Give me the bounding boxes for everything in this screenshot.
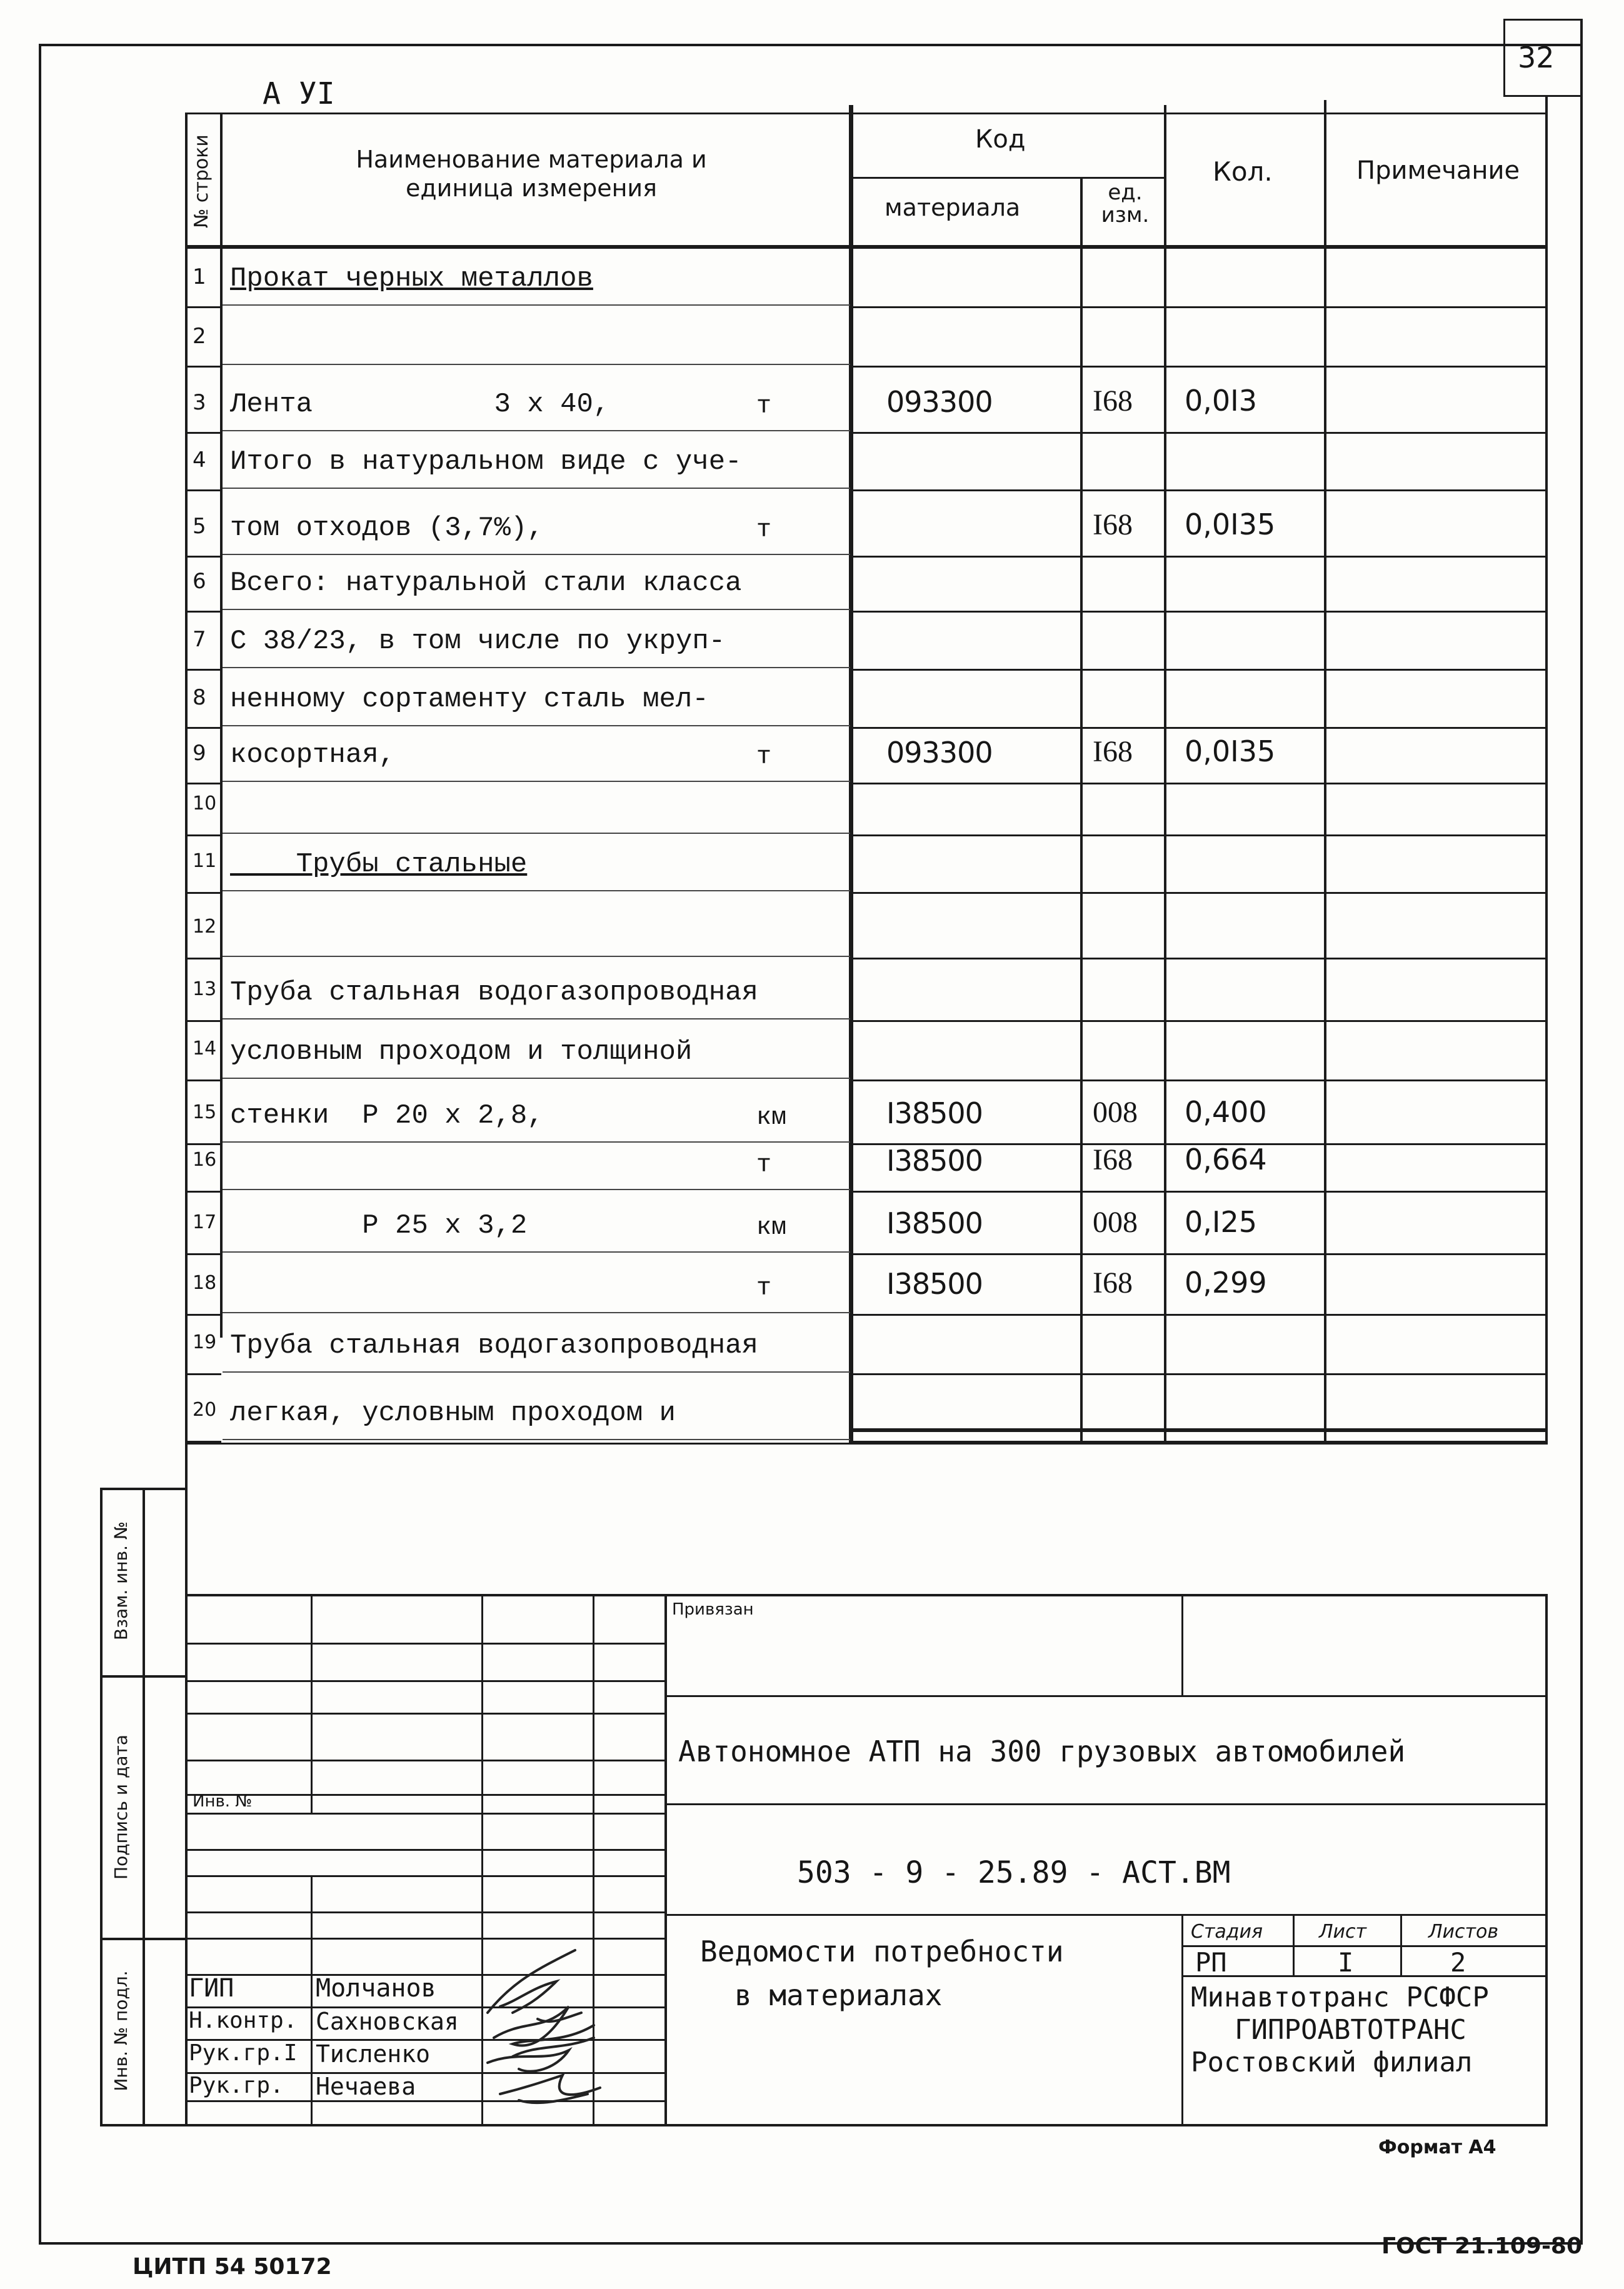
row-rule <box>851 1253 1545 1255</box>
row-unit-code: 008 <box>1093 1206 1138 1239</box>
row-number-rule <box>185 432 221 434</box>
row-number: 7 <box>193 627 206 652</box>
row-name: Труба стальная водогазопроводная <box>230 1330 758 1361</box>
row-number: 8 <box>193 685 206 710</box>
privyazan-label: Привязан <box>672 1600 754 1619</box>
header-material-code: материала <box>885 194 1021 221</box>
row-unit: км <box>756 1214 787 1242</box>
footer-left: ЦИТП 54 50172 <box>133 2254 332 2280</box>
project-title: Автономное АТП на 300 грузовых автомобилей <box>678 1735 1406 1768</box>
row-number-rule <box>185 1191 221 1193</box>
row-number: 1 <box>193 264 206 289</box>
row-unit-code: I68 <box>1093 384 1133 418</box>
row-name: Итого в натуральном виде с уче- <box>230 446 742 478</box>
row-name: косортная, <box>230 739 396 771</box>
row-rule <box>851 892 1545 894</box>
row-number: 2 <box>193 324 206 349</box>
name-rule <box>223 1018 850 1019</box>
side-label-inv-orig: Инв. № подл. <box>111 1970 131 2091</box>
row-name: Прокат черных металлов <box>230 263 593 294</box>
row-unit-code: I68 <box>1093 1143 1133 1176</box>
sheet-ref: А УI <box>263 76 335 111</box>
row-rule <box>851 1441 1545 1443</box>
signer-name-3: Тисленко <box>316 2040 431 2068</box>
name-rule <box>223 304 850 306</box>
row-name: С 38/23, в том числе по укруп- <box>230 626 726 657</box>
frame-bottom <box>39 2242 1583 2245</box>
name-rule <box>223 364 850 365</box>
row-rule <box>851 556 1545 558</box>
signer-name-4: Нечаева <box>316 2073 416 2100</box>
name-rule <box>223 667 850 668</box>
row-number-rule <box>185 669 221 671</box>
row-number-rule <box>185 306 221 308</box>
row-qty: 0,0I3 <box>1185 384 1257 418</box>
row-number-rule <box>185 1253 221 1255</box>
frame-right <box>1580 19 1583 2245</box>
row-name: условным проходом и толщиной <box>230 1036 693 1068</box>
row-unit: т <box>756 393 772 421</box>
doc-name-1: Ведомости потребности <box>700 1935 1064 1968</box>
row-unit-code: I68 <box>1093 1266 1133 1300</box>
row-number-rule <box>185 1441 221 1443</box>
row-qty: 0,I25 <box>1185 1205 1257 1239</box>
row-material-code: 093300 <box>886 385 993 419</box>
name-rule <box>223 1189 850 1190</box>
row-number-rule <box>185 958 221 959</box>
row-number: 18 <box>193 1272 217 1294</box>
stage-value: РП <box>1195 1947 1227 1978</box>
page-number: 32 <box>1518 41 1555 74</box>
name-rule <box>223 781 850 782</box>
row-name: Всего: натуральной стали класса <box>230 568 742 599</box>
name-rule <box>223 956 850 957</box>
header-code: Код <box>975 125 1026 154</box>
row-rule <box>851 1314 1545 1316</box>
doc-code: 503 - 9 - 25.89 - АСТ.ВМ <box>797 1855 1231 1890</box>
row-number: 9 <box>193 741 206 766</box>
row-qty: 0,400 <box>1185 1095 1267 1129</box>
row-number: 13 <box>193 978 217 1000</box>
row-number: 12 <box>193 916 217 938</box>
row-qty: 0,664 <box>1185 1143 1267 1176</box>
name-rule <box>223 1078 850 1079</box>
row-material-code: I38500 <box>886 1096 983 1130</box>
side-label-sign-date: Подпись и дата <box>111 1735 131 1880</box>
format-label: Формат А4 <box>1378 2136 1496 2158</box>
row-unit: т <box>756 743 772 771</box>
sheet-value: I <box>1338 1947 1354 1978</box>
sheet-label: Лист <box>1319 1921 1367 1943</box>
row-number-rule <box>185 727 221 729</box>
row-rule <box>851 834 1545 836</box>
signer-role-2: Н.контр. <box>189 2008 298 2033</box>
doc-name-2: в материалах <box>734 1978 943 2012</box>
row-rule <box>851 669 1545 671</box>
row-number-rule <box>185 611 221 613</box>
row-number-rule <box>185 892 221 894</box>
row-name: стенки Р 20 х 2,8, <box>230 1100 544 1131</box>
header-name: Наименование материала и единица измерения <box>356 146 707 202</box>
name-rule <box>223 890 850 891</box>
row-number-rule <box>185 1079 221 1081</box>
row-material-code: I38500 <box>886 1144 983 1178</box>
row-number: 19 <box>193 1331 217 1353</box>
row-number-rule <box>185 1373 221 1375</box>
row-name: ненному сортаменту сталь мел- <box>230 684 709 715</box>
row-number: 11 <box>193 850 217 872</box>
row-number-rule <box>185 783 221 784</box>
row-rule <box>851 611 1545 613</box>
row-number: 4 <box>193 448 206 473</box>
name-rule <box>223 1251 850 1253</box>
row-rule <box>851 783 1545 784</box>
org-line-2: ГИПРОАВТОТРАНС <box>1235 2014 1466 2046</box>
row-rule <box>851 366 1545 368</box>
side-label-replace-inv: Взам. инв. № <box>111 1521 131 1641</box>
row-name: Труба стальная водогазопроводная <box>230 977 758 1008</box>
sheets-label: Листов <box>1428 1921 1499 1943</box>
name-rule <box>223 609 850 610</box>
row-qty: 0,0I35 <box>1185 734 1276 768</box>
signer-role-1: ГИП <box>189 1974 234 2003</box>
row-rule <box>851 1079 1545 1081</box>
row-rule <box>851 489 1545 491</box>
row-number-rule <box>185 366 221 368</box>
row-number: 14 <box>193 1038 217 1059</box>
row-number: 15 <box>193 1101 217 1123</box>
row-unit: км <box>756 1104 787 1132</box>
row-number-rule <box>185 1143 221 1145</box>
row-number-rule <box>185 1020 221 1022</box>
row-material-code: I38500 <box>886 1206 983 1240</box>
stage-label: Стадия <box>1191 1921 1263 1943</box>
row-rule <box>851 432 1545 434</box>
row-name: Лента 3 х 40, <box>230 389 610 420</box>
row-number-rule <box>185 556 221 558</box>
row-number: 16 <box>193 1149 217 1171</box>
row-unit-code: I68 <box>1093 735 1133 768</box>
header-row-no: № строки <box>191 134 213 228</box>
row-material-code: 093300 <box>886 736 993 769</box>
name-rule <box>223 833 850 834</box>
frame-left <box>39 44 41 2244</box>
row-number: 20 <box>193 1399 217 1421</box>
org-line-1: Минавтотранс РСФСР <box>1191 1981 1489 2013</box>
name-rule <box>223 488 850 489</box>
name-rule <box>223 1312 850 1313</box>
row-rule <box>851 1191 1545 1193</box>
frame-top <box>39 44 1583 46</box>
name-rule <box>223 554 850 555</box>
signer-role-3: Рук.гр.I <box>189 2040 298 2066</box>
row-number-rule <box>185 1314 221 1316</box>
row-number: 17 <box>193 1211 217 1233</box>
row-number: 5 <box>193 514 206 539</box>
signer-role-4: Рук.гр. <box>189 2073 284 2098</box>
name-rule <box>223 1371 850 1373</box>
row-unit: т <box>756 1151 772 1180</box>
row-unit-code: 008 <box>1093 1096 1138 1129</box>
row-name: Трубы стальные <box>230 849 528 880</box>
row-unit-code: I68 <box>1093 508 1133 541</box>
row-rule <box>851 306 1545 308</box>
row-number-rule <box>185 489 221 491</box>
row-rule <box>851 1373 1545 1375</box>
header-qty: Кол. <box>1213 156 1273 187</box>
signer-name-2: Сахновская <box>316 2008 459 2035</box>
header-unit-code: ед. изм. <box>1101 180 1150 228</box>
row-name: легкая, условным проходом и <box>230 1398 676 1429</box>
row-rule <box>851 727 1545 729</box>
org-line-3: Ростовский филиал <box>1191 2046 1473 2078</box>
row-qty: 0,0I35 <box>1185 508 1276 541</box>
signature-scribbles <box>475 1944 613 2119</box>
sheets-value: 2 <box>1450 1947 1466 1978</box>
name-rule <box>223 430 850 431</box>
row-material-code: I38500 <box>886 1267 983 1301</box>
signer-name-1: Молчанов <box>316 1974 436 2003</box>
row-name: Р 25 х 3,2 <box>230 1210 528 1241</box>
row-number-rule <box>185 834 221 836</box>
row-rule <box>851 958 1545 959</box>
row-number: 6 <box>193 569 206 594</box>
footer-right: ГОСТ 21.109-80 <box>1381 2233 1583 2259</box>
name-rule <box>223 1141 850 1143</box>
name-rule <box>223 1439 850 1440</box>
header-note: Примечание <box>1356 156 1520 185</box>
row-unit: т <box>756 516 772 544</box>
name-rule <box>223 725 850 726</box>
row-name: том отходов (3,7%), <box>230 513 544 544</box>
row-qty: 0,299 <box>1185 1266 1267 1300</box>
inv-no-label: Инв. № <box>193 1792 253 1811</box>
row-unit: т <box>756 1275 772 1303</box>
row-number: 3 <box>193 390 206 415</box>
row-number: 10 <box>193 793 217 814</box>
row-rule <box>851 1020 1545 1022</box>
